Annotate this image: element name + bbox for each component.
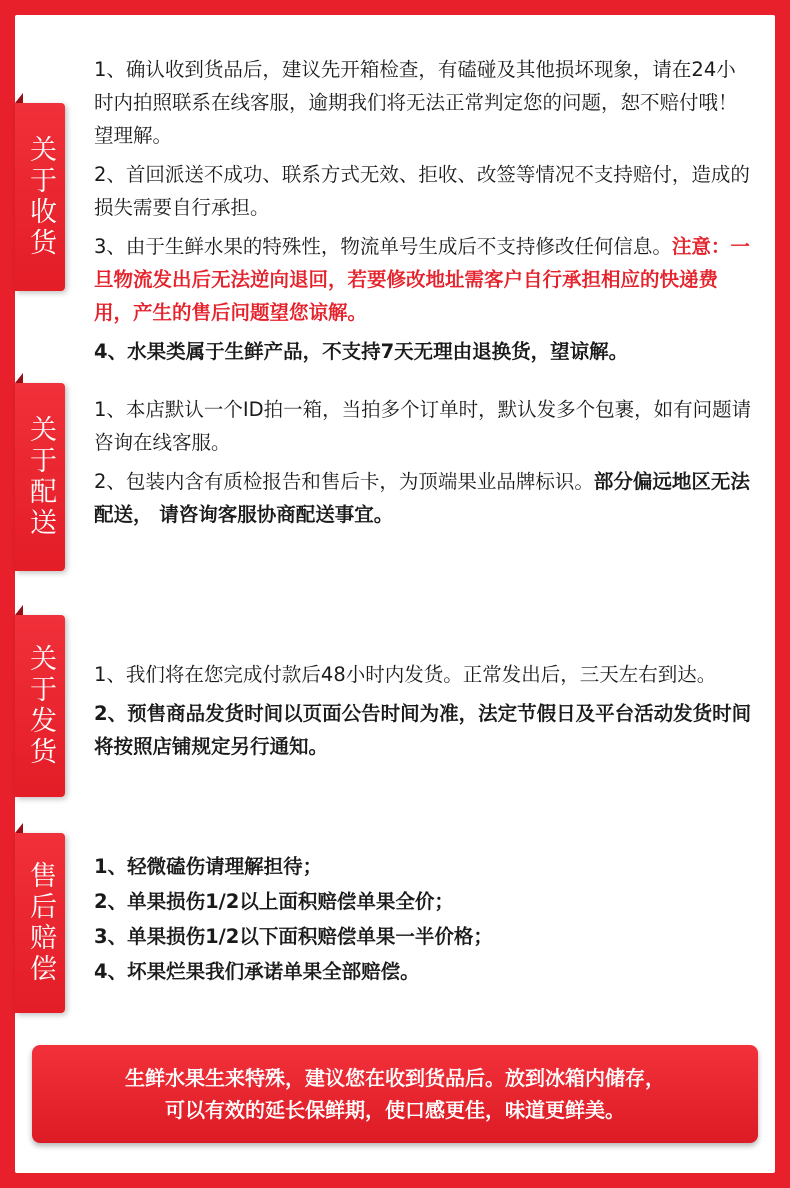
section-shipping — [94, 658, 754, 769]
storage-tip-banner — [32, 1045, 758, 1143]
delivery-item-1: 1、本店默认一个ID拍一箱，当拍多个订单时，默认发多个包裹，如有问题请咨询在线客服。 — [94, 398, 752, 454]
receiving-item-3-warning: 注意：一旦物流发出后无法逆向退回，若要修改地址需客户自行承担相应的快递费用，产生的售后问题望您谅解。 — [94, 235, 750, 324]
receiving-item-3 — [94, 230, 754, 329]
after-sales-item-1: 1、轻微磕伤请理解担待； — [94, 855, 323, 878]
receiving-item-3-text: 3、由于生鲜水果的特殊性，物流单号生成后不支持修改任何信息。 — [94, 235, 672, 258]
delivery-item-2 — [94, 465, 754, 531]
after-sales-item-4: 4、坏果烂果我们承诺单果全部赔偿。 — [94, 960, 420, 983]
tab-after-sales: 售后赔偿 — [15, 833, 65, 1013]
tab-delivery: 关于配送 — [15, 383, 65, 571]
after-sales-item-3: 3、单果损伤1/2以下面积赔偿单果一半价格； — [94, 925, 493, 948]
tab-receiving: 关于收货 — [15, 103, 65, 291]
tab-shipping: 关于发货 — [15, 615, 65, 797]
section-after-sales — [94, 850, 754, 990]
receiving-item-1: 1、确认收到货品后，建议先开箱检查，有磕碰及其他损坏现象，请在24小时内拍照联系在线客服，逾期我们将无法正常判定您的问题，恕不赔付哦！望理解。 — [94, 58, 738, 147]
after-sales-item-2: 2、单果损伤1/2以上面积赔偿单果全价； — [94, 890, 454, 913]
receiving-item-2: 2、首回派送不成功、联系方式无效、拒收、改签等情况不支持赔付，造成的损失需要自行承担。 — [94, 163, 750, 219]
banner-line-1: 生鲜水果生来特殊，建议您在收到货品后。放到冰箱内储存， — [125, 1066, 665, 1090]
delivery-item-2-text: 2、包装内含有质检报告和售后卡，为顶端果业品牌标识。 — [94, 470, 594, 493]
delivery-item-2-notice: 部分偏远地区无法配送， 请咨询客服协商配送事宜。 — [94, 470, 750, 526]
section-receiving — [94, 53, 754, 374]
section-delivery — [94, 393, 754, 537]
banner-line-2: 可以有效的延长保鲜期，使口感更佳，味道更鲜美。 — [165, 1098, 625, 1122]
shipping-item-1: 1、我们将在您完成付款后48小时内发货。正常发出后，三天左右到达。 — [94, 663, 717, 686]
info-card — [15, 15, 775, 1173]
receiving-item-4: 4、水果类属于生鲜产品，不支持7天无理由退换货，望谅解。 — [94, 340, 629, 363]
shipping-item-2: 2、预售商品发货时间以页面公告时间为准，法定节假日及平台活动发货时间将按照店铺规定另行通知。 — [94, 702, 752, 758]
